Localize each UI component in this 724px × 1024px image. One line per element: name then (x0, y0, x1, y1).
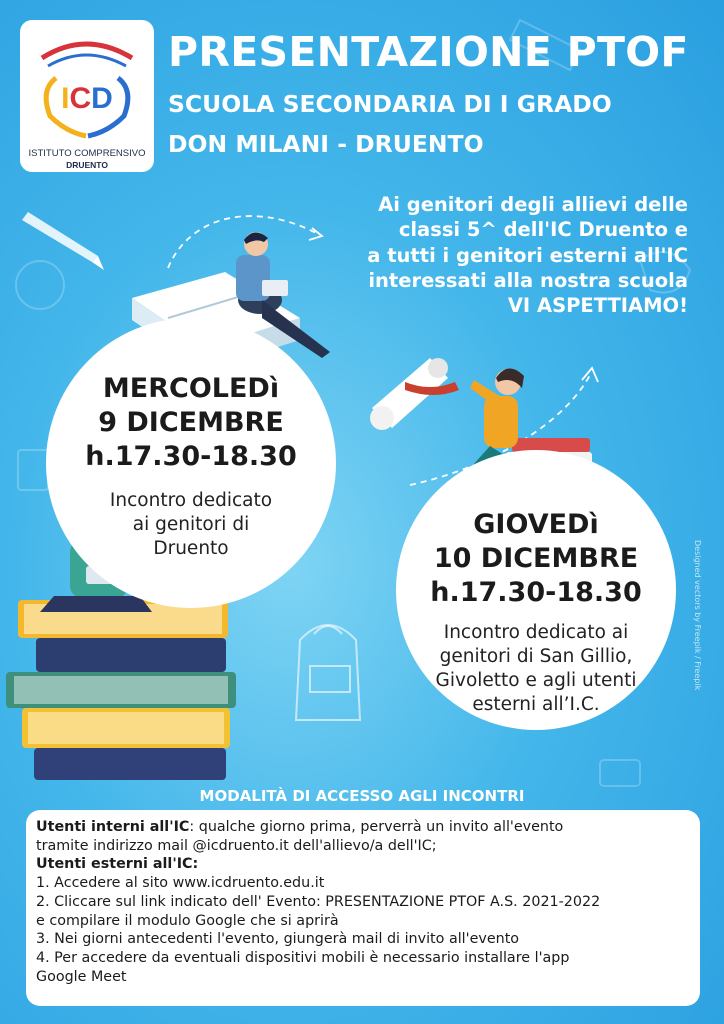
event-time: h.17.30-18.30 (85, 440, 297, 472)
event-thursday (400, 508, 672, 717)
school-logo (20, 20, 154, 172)
event-description-line: genitori di San Gillio, (439, 646, 633, 668)
invitation-line: Ai genitori degli allievi delle (378, 193, 688, 216)
access-step-4: 4. Per accedere da eventuali dispositivi mobili è necessario installare l'app (36, 950, 570, 967)
invitation-callout: VI ASPETTIAMO! (507, 294, 688, 318)
invitation-line: interessati alla nostra scuola (368, 269, 688, 293)
access-step-3: 3. Nei giorni antecedenti l'evento, giungerà mail di invito all'evento (36, 931, 520, 948)
event-description-line: esterni all’I.C. (472, 694, 600, 716)
ball-doodle-icon (16, 261, 64, 309)
logo-caption-line1: ISTITUTO COMPRENSIVO (28, 148, 146, 159)
notebook-doodle-icon (18, 450, 48, 490)
subtitle-location: DON MILANI - DRUENTO (168, 130, 484, 158)
event-date: 9 DICEMBRE (98, 406, 284, 438)
event-description (56, 489, 326, 561)
access-step-2: 2. Cliccare sul link indicato dell' Evento: PRESENTAZIONE PTOF A.S. 2021-2022 (36, 893, 601, 910)
event-date: 10 DICEMBRE (433, 542, 639, 574)
event-day: MERCOLEDì (102, 373, 280, 404)
internal-users-text-cont: tramite indirizzo mail @icdruento.it dell'allievo/a dell'IC; (36, 837, 437, 854)
access-step-1: 1. Accedere al sito www.icdruento.edu.it (36, 875, 325, 892)
diploma-scroll-illustration (370, 358, 459, 430)
event-description-line: ai genitori di (132, 514, 250, 536)
access-section-title: MODALITÀ DI ACCESSO AGLI INCONTRI (199, 787, 525, 805)
invitation-text (367, 192, 688, 319)
event-description-line: Incontro dedicato ai (443, 622, 629, 644)
access-step-2-cont: e compilare il modulo Google che si aprirà (36, 912, 339, 929)
logo-caption-line2: DRUENTO (66, 160, 108, 170)
book-doodle-icon (600, 760, 640, 786)
event-day: GIOVEDì (473, 509, 599, 540)
access-instructions (26, 810, 700, 1006)
internal-users-text: : qualche giorno prima, perverrà un invito all'evento (189, 819, 564, 835)
event-time: h.17.30-18.30 (430, 576, 642, 608)
event-wednesday (56, 372, 326, 561)
event-description-line: Incontro dedicato (109, 490, 273, 512)
icd-logo-icon (20, 20, 154, 144)
svg-text:ICD: ICD (61, 82, 113, 115)
event-description (400, 621, 672, 717)
page-title: PRESENTAZIONE PTOF (168, 28, 689, 76)
event-description-line: Druento (153, 538, 229, 560)
invitation-line: a tutti i genitori esterni all'IC (367, 243, 688, 267)
external-users-label-text: Utenti esterni all'IC: (36, 856, 199, 873)
internal-users-line (36, 818, 690, 837)
image-credit: Designed vectors by Freepik / Freepik (693, 540, 702, 691)
backpack-doodle-icon (296, 625, 360, 720)
invitation-line: classi 5^ dell'IC Druento e (398, 218, 688, 242)
subtitle-school: SCUOLA SECONDARIA DI I GRADO (168, 90, 612, 118)
internal-users-label: Utenti interni all'IC (36, 819, 190, 835)
event-description-line: Givoletto e agli utenti (435, 670, 637, 692)
external-users-label (36, 855, 690, 874)
access-step-4-cont: Google Meet (36, 968, 127, 985)
